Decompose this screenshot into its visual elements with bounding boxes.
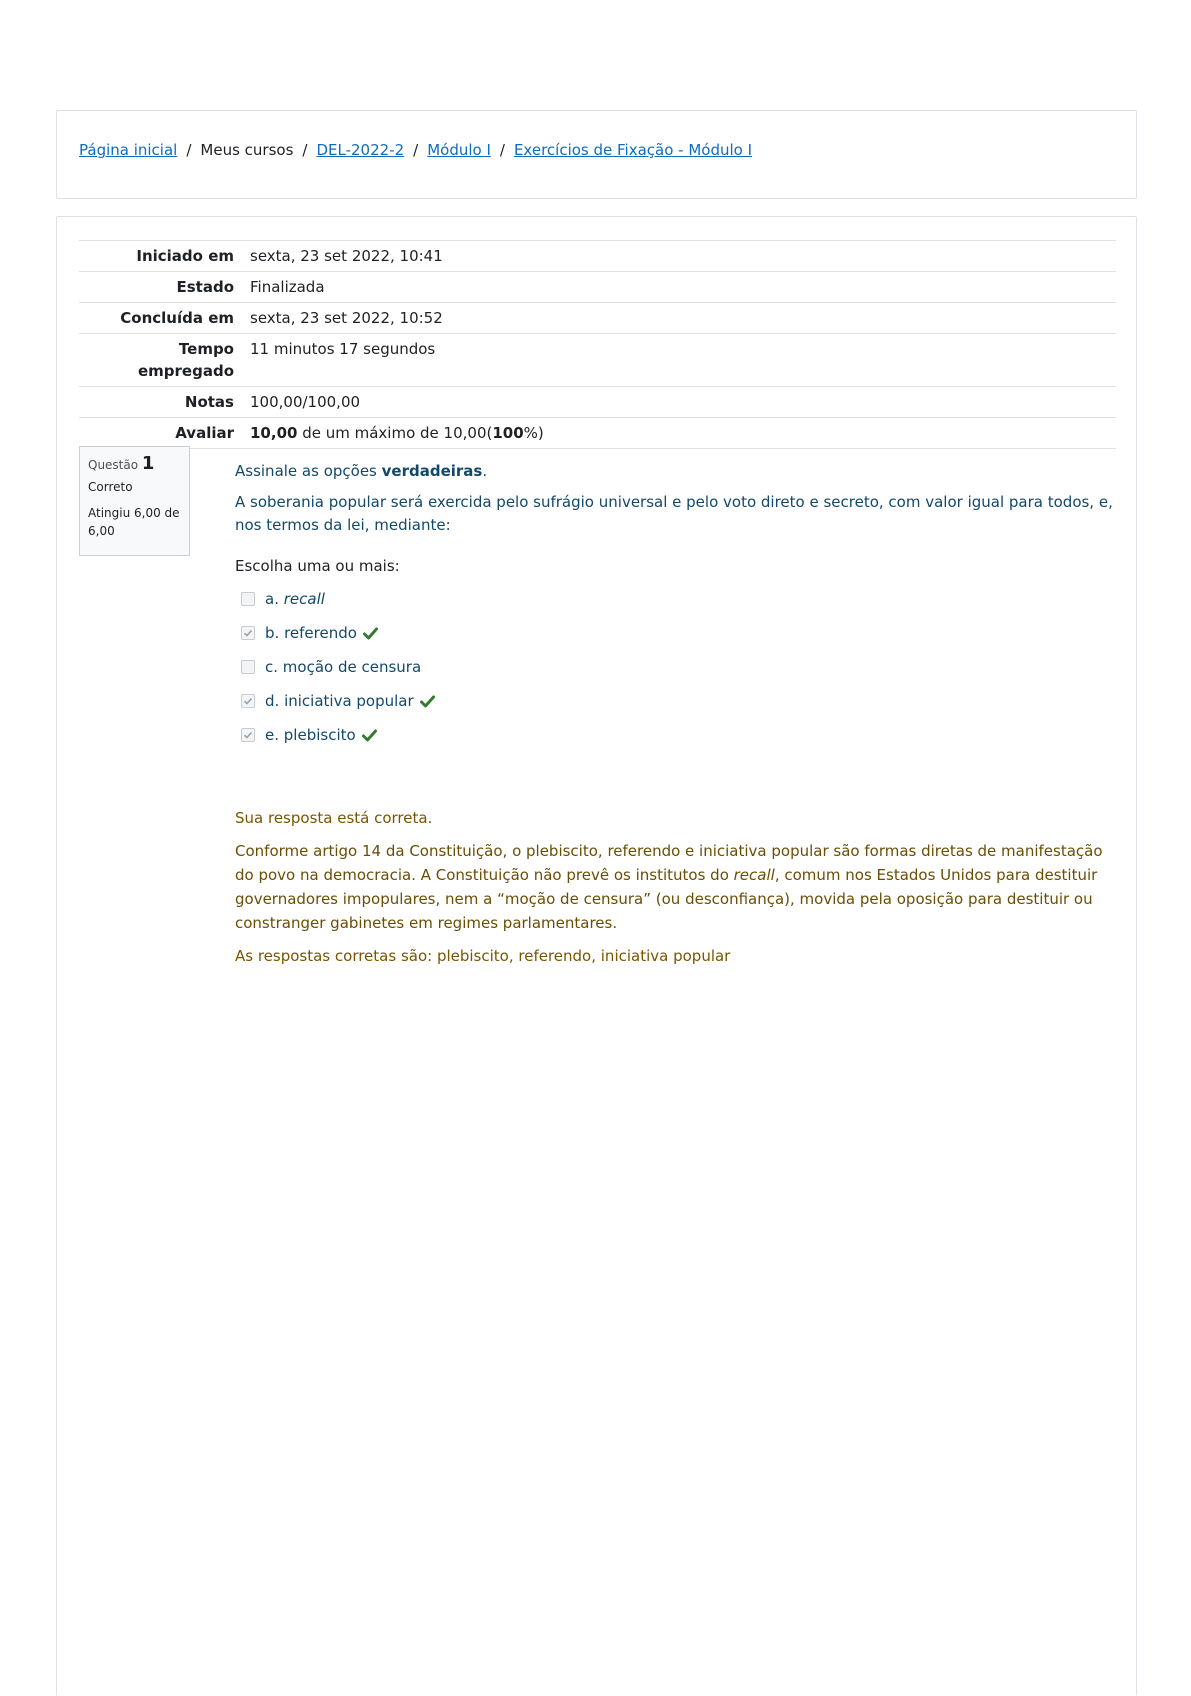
question-text: A soberania popular será exercida pelo sufrágio universal e pelo voto direto e secreto, com valor igual para todos, e, nos termos da lei, mediante: bbox=[235, 493, 1113, 534]
answer-option-c bbox=[235, 650, 1115, 684]
summary-row-grade bbox=[79, 418, 1116, 449]
question-feedback bbox=[235, 806, 1115, 977]
question-info-box bbox=[79, 446, 190, 556]
breadcrumb bbox=[79, 141, 752, 159]
breadcrumb-separator: / bbox=[499, 141, 505, 159]
question-intro-post: . bbox=[482, 462, 488, 480]
general-feedback-part1: Conforme artigo 14 da Constituição, o plebiscito, referendo e iniciativa popular são formas diretas de manifestação do povo na democracia. A Constituição não prevê os institutos do bbox=[235, 842, 1103, 884]
answer-letter: c. bbox=[265, 658, 279, 676]
answer-letter: b. bbox=[265, 624, 280, 642]
question-mark: Atingiu 6,00 de 6,00 bbox=[88, 506, 180, 538]
summary-value bbox=[242, 418, 1116, 449]
breadcrumb-card bbox=[56, 110, 1137, 199]
answer-checkbox[interactable] bbox=[241, 694, 255, 708]
answer-letter: d. bbox=[265, 692, 280, 710]
summary-row-marks bbox=[79, 387, 1116, 418]
breadcrumb-course-link[interactable]: DEL-2022-2 bbox=[316, 141, 405, 159]
breadcrumb-separator: / bbox=[186, 141, 192, 159]
summary-value: sexta, 23 set 2022, 10:52 bbox=[250, 309, 443, 327]
check-icon bbox=[420, 695, 435, 708]
right-answer: As respostas corretas são: plebiscito, referendo, iniciativa popular bbox=[235, 947, 731, 965]
grade-score: 10,00 bbox=[250, 424, 298, 442]
general-feedback-italic: recall bbox=[733, 866, 775, 884]
answer-list bbox=[235, 582, 1115, 752]
grade-middle: de um máximo de 10,00( bbox=[297, 424, 493, 442]
answer-option-e bbox=[235, 718, 1115, 752]
summary-row-started bbox=[79, 241, 1116, 272]
answer-checkbox[interactable] bbox=[241, 592, 255, 606]
summary-value: 11 minutos 17 segundos bbox=[250, 340, 436, 358]
grade-percent: 100 bbox=[492, 424, 524, 442]
quiz-review-card bbox=[56, 216, 1137, 1696]
answer-checkbox[interactable] bbox=[241, 728, 255, 742]
summary-label: Iniciado em bbox=[136, 247, 234, 265]
summary-value: sexta, 23 set 2022, 10:41 bbox=[250, 247, 443, 265]
answer-text: moção de censura bbox=[282, 658, 422, 676]
checkbox-check-icon bbox=[243, 696, 253, 706]
summary-label: Avaliar bbox=[175, 424, 234, 442]
general-feedback bbox=[235, 839, 1115, 935]
question-number bbox=[88, 453, 181, 474]
summary-label: Concluída em bbox=[120, 309, 234, 327]
summary-label: Notas bbox=[184, 393, 234, 411]
answer-checkbox[interactable] bbox=[241, 626, 255, 640]
breadcrumb-activity-link[interactable]: Exercícios de Fixação - Módulo I bbox=[513, 141, 753, 159]
breadcrumb-separator: / bbox=[413, 141, 419, 159]
summary-row-time-taken bbox=[79, 334, 1116, 387]
general-feedback-part2: , comum nos Estados Unidos para destituir governadores impopulares, nem a “moção de censura” (ou desconfiança), movida pela oposição para destituir ou constranger gabinetes em regimes parlamentares. bbox=[235, 866, 1098, 932]
answer-text: plebiscito bbox=[283, 726, 356, 744]
attempt-summary-table bbox=[79, 240, 1116, 449]
check-icon bbox=[362, 729, 377, 742]
breadcrumb-home-link[interactable]: Página inicial bbox=[79, 141, 178, 159]
question-intro-pre: Assinale as opções bbox=[235, 462, 382, 480]
summary-value: Finalizada bbox=[250, 278, 325, 296]
summary-value: 100,00/100,00 bbox=[250, 393, 361, 411]
answer-option-b bbox=[235, 616, 1115, 650]
summary-row-completed bbox=[79, 303, 1116, 334]
checkbox-check-icon bbox=[243, 730, 253, 740]
answer-checkbox[interactable] bbox=[241, 660, 255, 674]
summary-label: Tempo empregado bbox=[137, 340, 234, 380]
breadcrumb-my-courses: Meus cursos bbox=[200, 141, 294, 159]
answer-option-a bbox=[235, 582, 1115, 616]
breadcrumb-module-link[interactable]: Módulo I bbox=[427, 141, 491, 159]
checkbox-check-icon bbox=[243, 628, 253, 638]
answer-prompt: Escolha uma ou mais: bbox=[235, 557, 400, 575]
answer-letter: a. bbox=[265, 590, 279, 608]
breadcrumb-separator: / bbox=[302, 141, 308, 159]
question-state: Correto bbox=[88, 480, 133, 494]
question-number-value: 1 bbox=[141, 453, 155, 474]
feedback-status: Sua resposta está correta. bbox=[235, 809, 433, 827]
summary-label: Estado bbox=[176, 278, 234, 296]
answer-letter: e. bbox=[265, 726, 279, 744]
question-intro bbox=[235, 460, 1115, 483]
grade-end: %) bbox=[523, 424, 544, 442]
answer-text: recall bbox=[283, 590, 325, 608]
question-prefix: Questão bbox=[88, 458, 139, 472]
question-intro-bold: verdadeiras bbox=[381, 462, 483, 480]
answer-text: referendo bbox=[284, 624, 357, 642]
question-formulation bbox=[235, 446, 1115, 752]
answer-text: iniciativa popular bbox=[284, 692, 414, 710]
check-icon bbox=[363, 627, 378, 640]
answer-option-d bbox=[235, 684, 1115, 718]
summary-row-state bbox=[79, 272, 1116, 303]
